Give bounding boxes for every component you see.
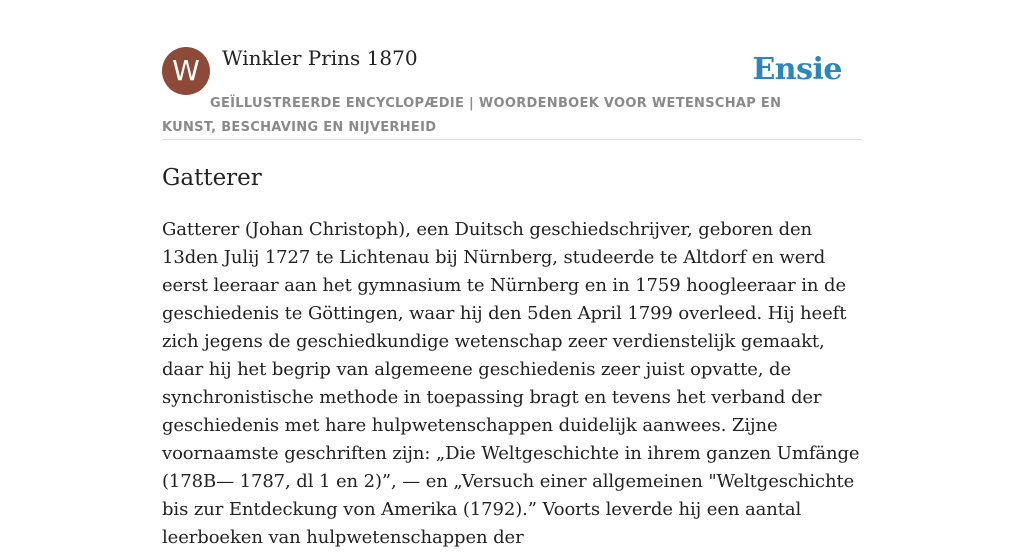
source-title-link[interactable]: Winkler Prins 1870	[222, 46, 418, 70]
article-body: Gatterer (Johan Christoph), een Duitsch geschiedschrijver, geboren den 13den Julij 1727 te Lichtenau bij Nürnberg, studeerde te Altdorf en werd eerst leeraar aan het gymnasium te Nürnberg en in 1759 hoogleeraar in de geschiedenis te Göttingen, waar hij den 5den April 1799 overleed. Hij heeft zich jegens de geschiedkundige wetenschap zeer verdienstelijk gemaakt, daar hij het begrip van algemeene geschiedenis zeer juist opvatte, de synchronistische methode in toepassing bragt en tevens het verband der geschiedenis met hare hulpwetenschappen duidelijk aanwees. Zijne voornaamste geschriften zijn: „Die Weltgeschichte in ihrem ganzen Umfänge (178B— 1787, dl 1 en 2)”, — en „Versuch einer allgemeinen "Weltgeschichte bis zur Entdeckung von Amerika (1792).” Voorts leverde hij een aantal leerboeken van hulpwetenschappen der	[162, 219, 860, 548]
article-title: Gatterer	[162, 165, 262, 191]
header-divider	[162, 139, 862, 140]
source-avatar[interactable]: W	[162, 47, 210, 95]
source-subtitle: GEÏLLUSTREERDE ENCYCLOPÆDIE | WOORDENBOEK VOOR WETENSCHAP EN KUNST, BESCHAVING EN NIJVERHEID	[162, 96, 782, 135]
ensie-logo[interactable]: Ensie	[752, 52, 842, 87]
